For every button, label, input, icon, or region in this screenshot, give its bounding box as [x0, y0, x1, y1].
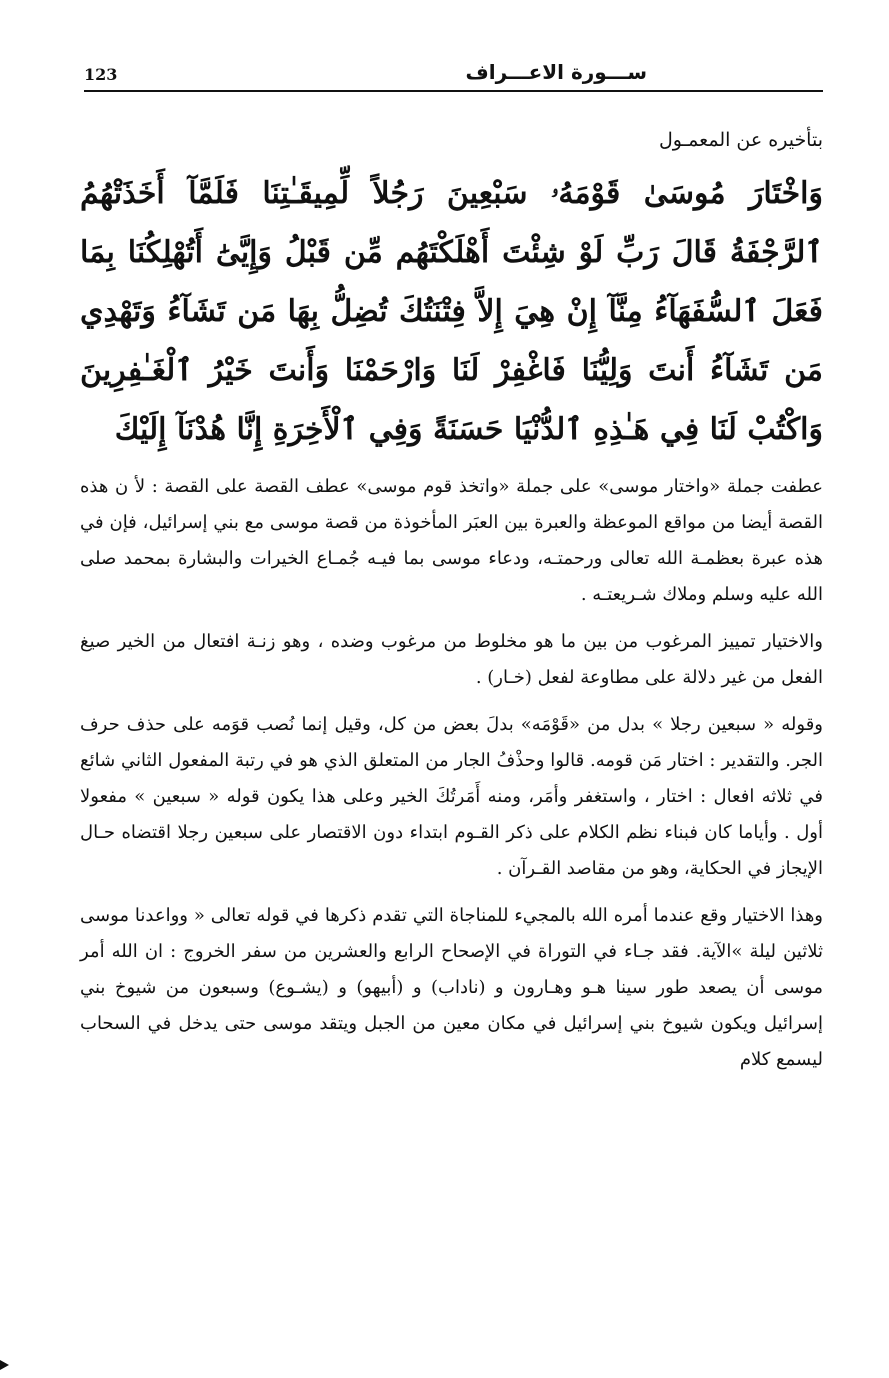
header-divider — [84, 90, 823, 92]
quran-verse: وَاخْتَارَ مُوسَىٰ قَوْمَهُۥ سَبْعِينَ رَجُلاً لِّمِيقَـٰتِنَا فَلَمَّآ أَخَذَتْهُمُ ٱلرَّجْفَةُ قَالَ رَبِّ لَوْ شِئْتَ أَهْلَكْتَهُم مِّن قَبْلُ وَإِيَّىَٰ أَتُهْلِكُنَا بِمَا فَعَلَ ٱلسُّفَهَآءُ مِنَّآ إِنْ هِيَ إِلاَّ فِتْنَتُكَ تُضِلُّ بِهَا مَن تَشَآءُ وَتَهْدِي مَن تَشَآءُ أَنتَ وَلِيُّنَا فَاغْفِرْ لَنَا وَارْحَمْنَا وَأَنتَ خَيْرُ ٱلْغَـٰفِرِينَ وَاكْتُبْ لَنَا فِي هَـٰذِهِ ٱلدُّنْيَا حَسَنَةً وَفِي ٱلْأَخِرَةِ إِنَّا هُدْنَآ إِلَيْكَ — [80, 176, 823, 447]
scan-edge-mark — [0, 1360, 9, 1370]
commentary-paragraph: والاختيار تمييز المرغوب من بين ما هو مخلوط من مرغوب وضده ، وهو زنـة افتعال من الخير صيغ الفعل من غير دلالة على مطاوعة لفعل (خـار) . — [80, 631, 823, 688]
commentary-paragraph: عطفت جملة «واختار موسى» على جملة «واتخذ قوم موسى» عطف القصة على القصة : لأ ن هذه القصة أيضا من مواقع الموعظة والعبرة بين العبَر المأخوذة من قصة موسى مع بني إسرائيل، فإن في هذه عبرة بعظمـة الله تعالى ورحمتـه، ودعاء موسى بما فيـه جُمـاع الخيرات والبشارة بمحمد صلى الله عليه وسلم وملاك شـريعتـه . — [80, 476, 823, 605]
page-header — [84, 44, 823, 84]
surah-title: ســـورة الاعـــراف — [465, 60, 647, 84]
intro-line: بتأخيره عن المعمـول — [659, 129, 823, 151]
page-body — [80, 120, 823, 1089]
commentary-paragraph: وقوله « سبعين رجلا » بدل من «قَوْمَه» بدلَ بعض من كل، وقيل إنما نُصب قوَمه على حذف حرف الجر. والتقدير : اختار مَن قومه. قالوا وحذْفُ الجار من المتعلق الذي هو في رتبة المفعول الثاني شائع في ثلاثه افعال : اختار ، واستغفر وأمَر، ومنه أَمَرتُكَ الخير وعلى هذا يكون قوله « سبعين » مفعولا أول . وأياما كان فبناء نظم الكلام على ذكر القـوم ابتداء دون الاقتصار على سبعين رجلا اقتضاه حـال الإيجاز في الحكاية، وهو من مقاصد القـرآن . — [80, 714, 824, 879]
page-number: 123 — [84, 65, 118, 84]
commentary-paragraph: وهذا الاختيار وقع عندما أمره الله بالمجيء للمناجاة التي تقدم ذكرها في قوله تعالى « وواعدنا موسى ثلاثين ليلة »الآية. فقد جـاء في التوراة في الإصحاح الرابع والعشرين من سفر الخروج : ان الله أمر موسى أن يصعد طور سينا هـو وهـارون و (ناداب) و (أبيهو) و (يشـوع) وسبعون من شيوخ بني إسرائيل ويكون شيوخ بني إسرائيل في مكان معين من الجبل ويتقد موسى حتى يدخل في السحاب ليسمع كلام — [80, 905, 823, 1070]
